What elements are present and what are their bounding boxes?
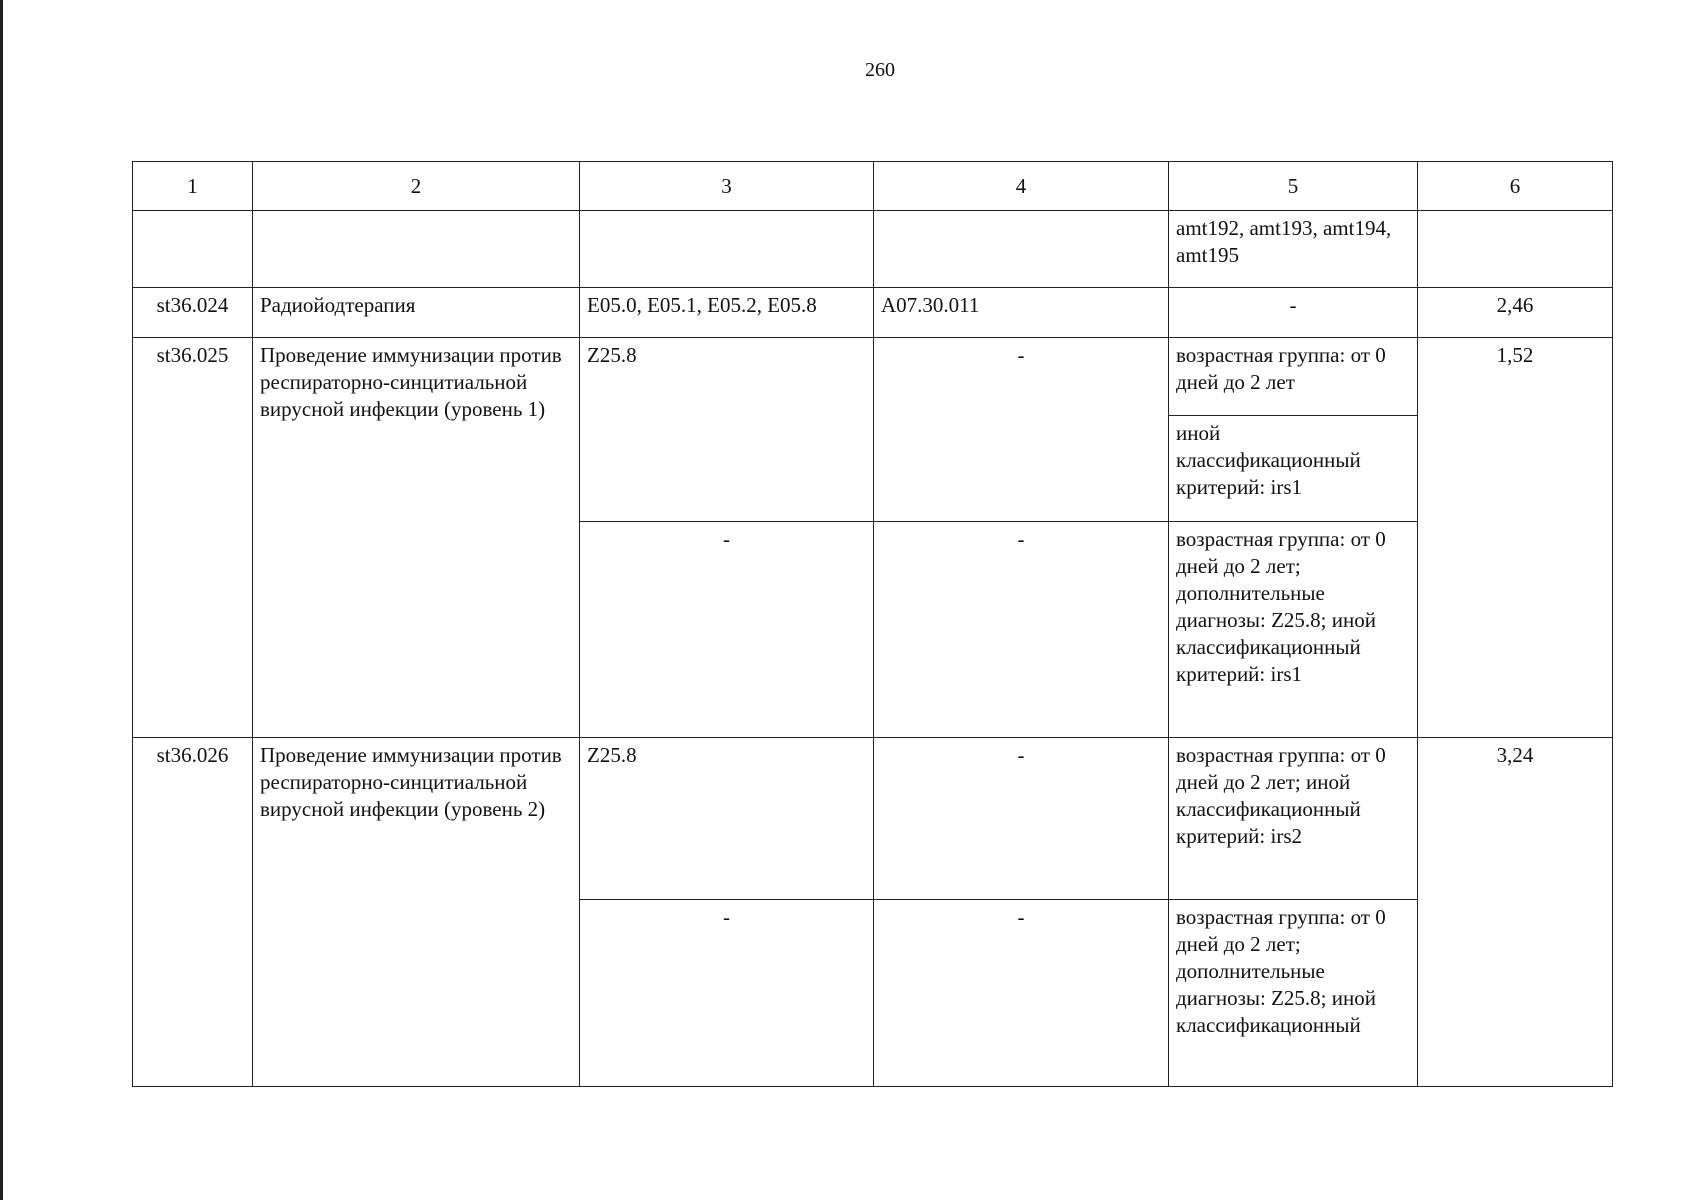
criteria-cell: возрастная группа: от 0 дней до 2 лет; иной классификационный критерий: irs2 (1169, 738, 1418, 900)
cell-empty (874, 211, 1169, 288)
services-cell: - (874, 738, 1169, 900)
coefficient-cell: 3,24 (1418, 738, 1613, 1087)
diagnoses-cell: Z25.8 (580, 338, 874, 522)
diagnoses-cell: - (580, 522, 874, 738)
tariff-table (132, 161, 1613, 1087)
diagnoses-cell: - (580, 900, 874, 1087)
services-cell: - (874, 522, 1169, 738)
header-col-6: 6 (1418, 162, 1613, 211)
header-col-2: 2 (253, 162, 580, 211)
coefficient-cell: 2,46 (1418, 288, 1613, 338)
services-cell: - (874, 338, 1169, 522)
criteria-cell: возрастная группа: от 0 дней до 2 лет; дополнительные диагнозы: Z25.8; иной классификационный (1169, 900, 1418, 1087)
cell-empty (253, 211, 580, 288)
header-col-3: 3 (580, 162, 874, 211)
diagnoses-cell: Z25.8 (580, 738, 874, 900)
table-row-st36-024 (133, 288, 1613, 338)
services-cell: - (874, 900, 1169, 1087)
cell-empty (1418, 211, 1613, 288)
coefficient-cell: 1,52 (1418, 338, 1613, 738)
services-cell: A07.30.011 (874, 288, 1169, 338)
name-cell: Проведение иммунизации против респираторно-синцитиальной вирусной инфекции (уровень 1) (253, 338, 580, 738)
criteria-cell: иной классификационный критерий: irs1 (1169, 416, 1418, 522)
table-row-st36-025 (133, 338, 1613, 416)
code-cell: st36.024 (133, 288, 253, 338)
table-row-st36-026 (133, 738, 1613, 900)
header-col-1: 1 (133, 162, 253, 211)
code-cell: st36.026 (133, 738, 253, 1087)
page-number: 260 (865, 59, 895, 81)
cell-empty (133, 211, 253, 288)
header-col-5: 5 (1169, 162, 1418, 211)
continuation-row (133, 211, 1613, 288)
page-left-edge (0, 0, 3, 1200)
criteria-cell: возрастная группа: от 0 дней до 2 лет (1169, 338, 1418, 416)
cell-empty (580, 211, 874, 288)
criteria-cell: возрастная группа: от 0 дней до 2 лет; дополнительные диагнозы: Z25.8; иной классификационный критерий: irs1 (1169, 522, 1418, 738)
name-cell: Проведение иммунизации против респираторно-синцитиальной вирусной инфекции (уровень 2) (253, 738, 580, 1087)
name-cell: Радиойодтерапия (253, 288, 580, 338)
criteria-continuation: amt192, amt193, amt194, amt195 (1169, 211, 1418, 288)
code-cell: st36.025 (133, 338, 253, 738)
table-header-row (133, 162, 1613, 211)
header-col-4: 4 (874, 162, 1169, 211)
criteria-cell: - (1169, 288, 1418, 338)
diagnoses-cell: E05.0, E05.1, E05.2, E05.8 (580, 288, 874, 338)
